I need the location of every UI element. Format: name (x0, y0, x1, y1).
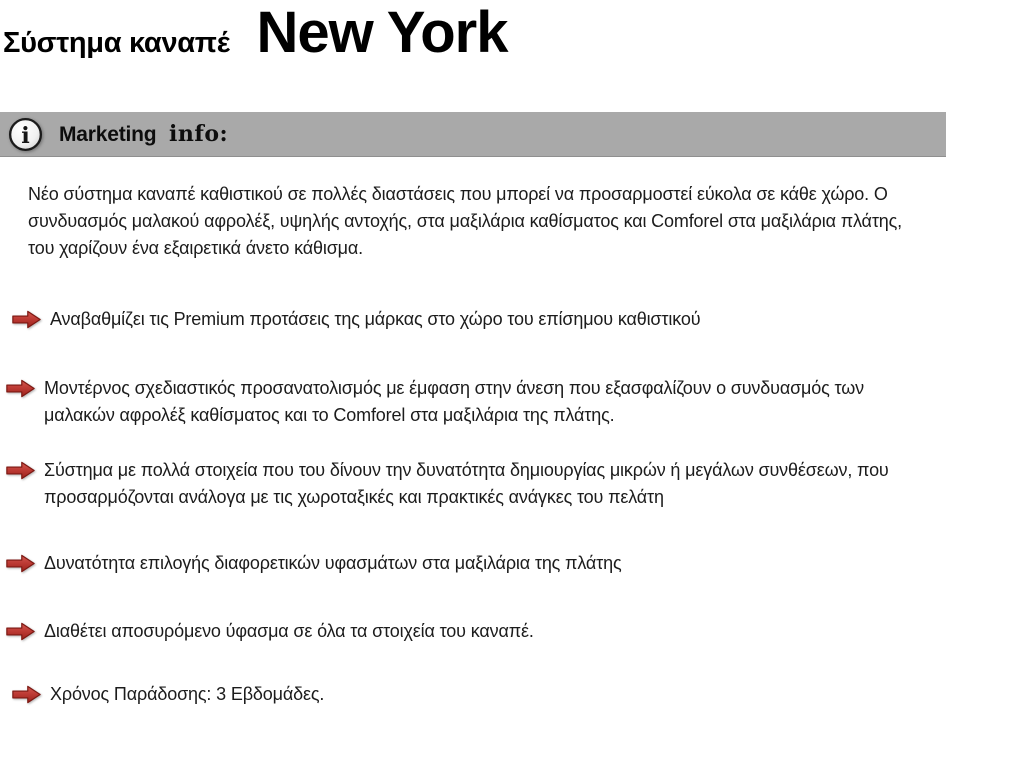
red-arrow-icon (6, 460, 35, 481)
banner-label-marketing: Marketing (59, 123, 157, 146)
slide-header (3, 0, 508, 65)
bullet-text: Μοντέρνος σχεδιαστικός προσανατολισμός με έμφαση στην άνεση που εξασφαλίζουν ο συνδυασμός των μαλακών αφρολέξ καθίσματος και το Comforel στα μαξιλάρια της πλάτης. (44, 378, 864, 425)
bullet-row (12, 306, 970, 333)
bullet-text: Δυνατότητα επιλογής διαφορετικών υφασμάτων στα μαξιλάρια της πλάτης (44, 553, 622, 573)
bullet-text: Αναβαθμίζει τις Premium προτάσεις της μάρκας στο χώρο του επίσημου καθιστικού (50, 309, 701, 329)
product-name-title: New York (256, 0, 508, 65)
info-icon (8, 117, 43, 152)
bullet-row (6, 618, 964, 645)
bullet-row (6, 375, 934, 429)
title-prefix: Σύστημα καναπέ (3, 27, 230, 59)
bullet-text: Χρόνος Παράδοσης: 3 Εβδομάδες. (50, 684, 325, 704)
bullet-row (12, 681, 970, 708)
bullet-row (6, 457, 889, 511)
bullet-row (6, 550, 964, 577)
intro-paragraph: Νέο σύστημα καναπέ καθιστικού σε πολλές διαστάσεις που μπορεί να προσαρμοστεί εύκολα σε κάθε χώρο. Ο συνδυασμός μαλακού αφρολέξ, υψηλής αντοχής, στα μαξιλάρια καθίσματος και Comforel στα μαξιλάρια πλάτης, του χαρίζουν ένα εξαιρετικά άνετο κάθισμα. (28, 184, 903, 258)
red-arrow-icon (12, 684, 41, 705)
banner-label (59, 121, 228, 147)
bullet-text: Σύστημα με πολλά στοιχεία που του δίνουν την δυνατότητα δημιουργίας μικρών ή μεγάλων συνθέσεων, που προσαρμόζονται ανάλογα με τις χωροταξικές και πρακτικές ανάγκες του πελάτη (44, 460, 889, 507)
red-arrow-icon (6, 621, 35, 642)
marketing-info-banner (0, 112, 946, 157)
red-arrow-icon (6, 378, 35, 399)
red-arrow-icon (6, 553, 35, 574)
info-icon-glyph: i (21, 122, 30, 149)
bullet-text: Διαθέτει αποσυρόμενο ύφασμα σε όλα τα στοιχεία του καναπέ. (44, 621, 534, 641)
banner-label-info: info: (169, 121, 229, 147)
red-arrow-icon (12, 309, 41, 330)
